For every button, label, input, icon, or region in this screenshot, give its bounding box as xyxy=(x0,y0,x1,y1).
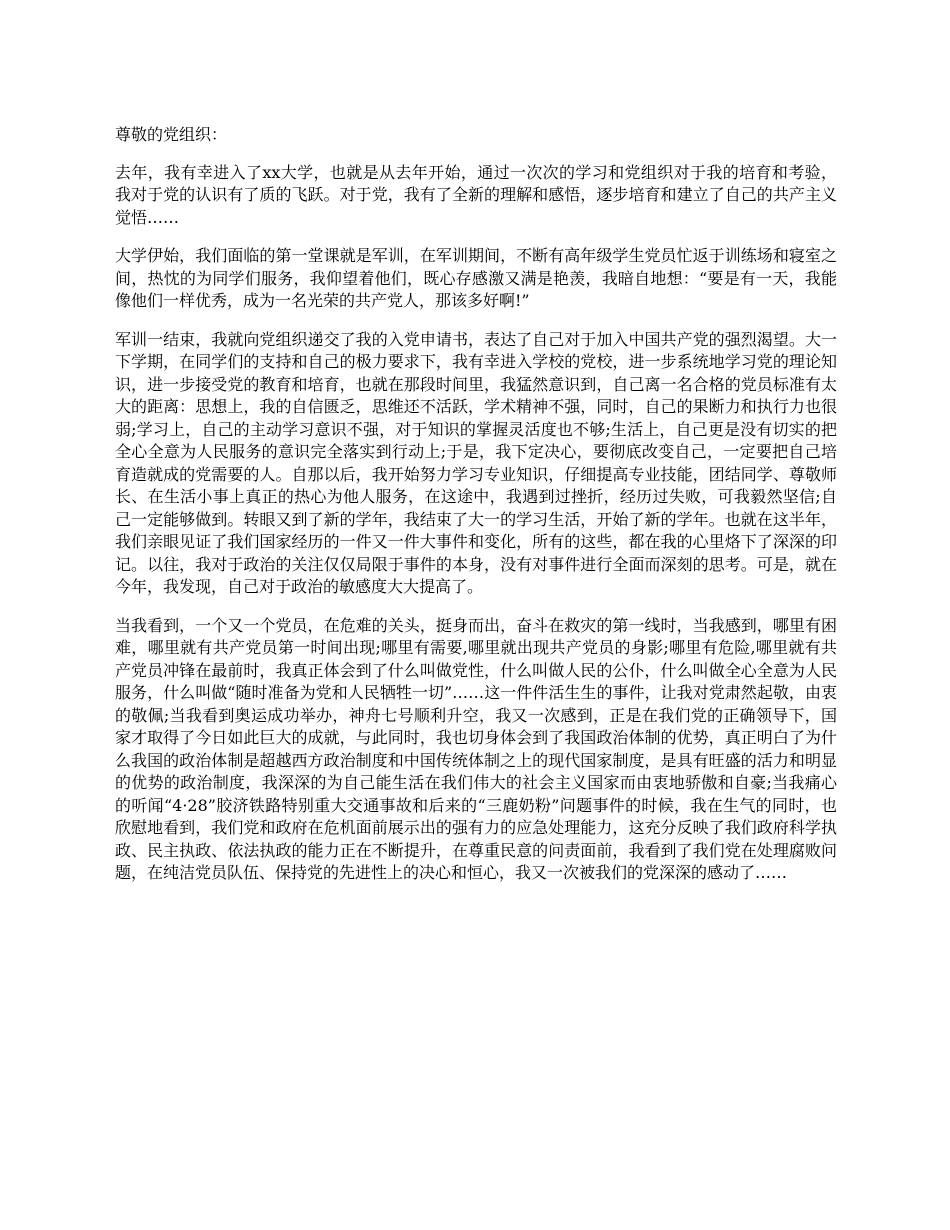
document-page xyxy=(115,124,837,901)
paragraph-3: 军训一结束，我就向党组织递交了我的入党申请书，表达了自己对于加入中国共产党的强烈渴望。大一下学期，在同学们的支持和自己的极力要求下，我有幸进入学校的党校，进一步系统地学习党的理论知识，进一步接受党的教育和培育，也就在那段时间里，我猛然意识到，自己离一名合格的党员标准有太大的距离：思想上，我的自信匮乏，思维还不活跃，学术精神不强，同时，自己的果断力和执行力也很弱;学习上，自己的主动学习意识不强，对于知识的掌握灵活度也不够;生活上，自己更是没有切实的把全心全意为人民服务的意识完全落实到行动上;于是，我下定决心，要彻底改变自己，一定要把自己培育造就成的党需要的人。自那以后，我开始努力学习专业知识，仔细提高专业技能，团结同学、尊敬师长、在生活小事上真正的热心为他人服务，在这途中，我遇到过挫折，经历过失败，可我毅然坚信;自己一定能够做到。转眼又到了新的学年，我结束了大一的学习生活，开始了新的学年。也就在这半年，我们亲眼见证了我们国家经历的一件又一件大事件和变化，所有的这些，都在我的心里烙下了深深的印记。以往，我对于政治的关注仅仅局限于事件的本身，没有对事件进行全面而深刻的思考。可是，就在今年，我发现，自己对于政治的敏感度大大提高了。 xyxy=(115,329,837,596)
paragraph-4: 当我看到，一个又一个党员，在危难的关头，挺身而出，奋斗在救灾的第一线时，当我感到，哪里有困难，哪里就有共产党员第一时间出现;哪里有需要,哪里就出现共产党员的身影;哪里有危险,哪里就有共产党员冲锋在最前时，我真正体会到了什么叫做党性，什么叫做人民的公仆，什么叫做全心全意为人民服务，什么叫做“随时准备为党和人民牺牲一切”……这一件件活生生的事件，让我对党肃然起敬，由衷的敬佩;当我看到奥运成功举办，神舟七号顺利升空，我又一次感到，正是在我们党的正确领导下，国家才取得了今日如此巨大的成就，与此同时，我也切身体会到了我国政治体制的优势，真正明白了为什么我国的政治体制是超越西方政治制度和中国传统体制之上的现代国家制度，是具有旺盛的活力和明显的优势的政治制度，我深深的为自己能生活在我们伟大的社会主义国家而由衷地骄傲和自豪;当我痛心的听闻“4·28”胶济铁路特别重大交通事故和后来的“三鹿奶粉”问题事件的时候，我在生气的同时，也欣慰地看到，我们党和政府在危机面前展示出的强有力的应急处理能力，这充分反映了我们政府科学执政、民主执政、依法执政的能力正在不断提升，在尊重民意的问责面前，我看到了我们党在处理腐败问题，在纯洁党员队伍、保持党的先进性上的决心和恒心，我又一次被我们的党深深的感动了…… xyxy=(115,615,837,882)
paragraph-2: 大学伊始，我们面临的第一堂课就是军训，在军训期间，不断有高年级学生党员忙返于训练场和寝室之间，热忱的为同学们服务，我仰望着他们，既心存感激又满是艳羡，我暗自地想：“要是有一天，我能像他们一样优秀，成为一名光荣的共产党人，那该多好啊!” xyxy=(115,246,837,310)
salutation: 尊敬的党组织： xyxy=(115,125,228,144)
paragraph-1: 去年，我有幸进入了xx大学，也就是从去年开始，通过一次次的学习和党组织对于我的培育和考验，我对于党的认识有了质的飞跃。对于党，我有了全新的理解和感悟，逐步培育和建立了自己的共产主义觉悟…… xyxy=(115,162,837,227)
